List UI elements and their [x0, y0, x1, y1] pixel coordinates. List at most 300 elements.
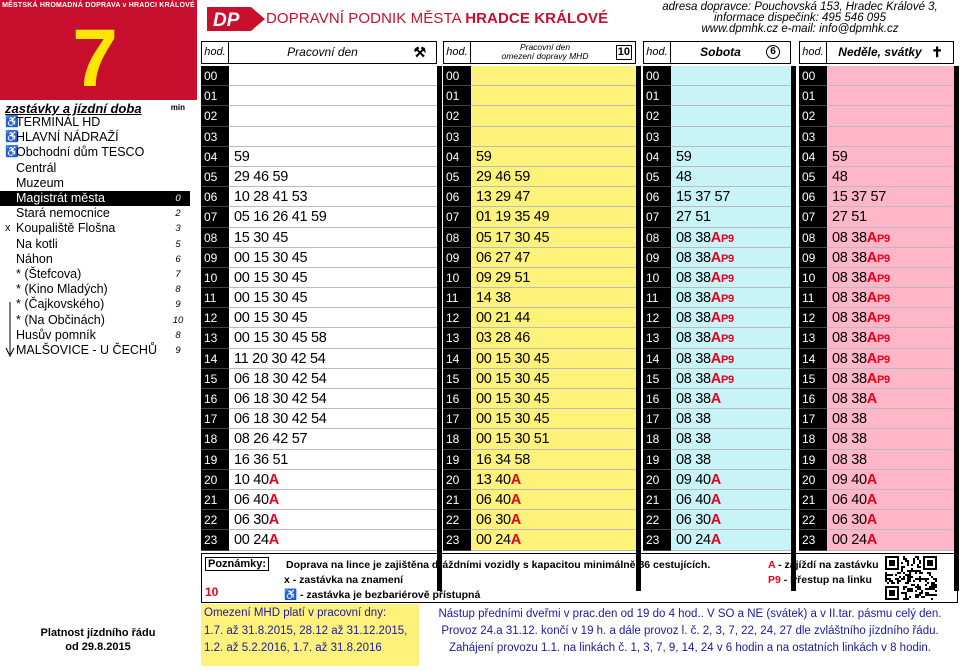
day-title: Pracovní den — [287, 45, 358, 59]
p9-flag: P9 — [876, 272, 890, 285]
hour-cell: 16 — [443, 389, 471, 409]
departure-minutes: 27 51 — [676, 209, 711, 226]
a-flag: A — [866, 330, 877, 347]
departure-cell — [827, 207, 954, 227]
departure-minutes: 06 18 30 42 54 — [234, 391, 327, 407]
p9-flag: P9 — [720, 353, 734, 366]
p9-mark: P9 — [768, 574, 781, 586]
a-flag: A — [268, 491, 279, 508]
departure-cell — [827, 409, 954, 429]
departure-minutes: 00 15 30 45 — [234, 310, 308, 327]
p9-flag: P9 — [720, 272, 734, 285]
departure-minutes: 08 38 — [832, 310, 867, 327]
a-flag: A — [268, 512, 279, 529]
p9-flag: P9 — [720, 232, 734, 245]
departure-cell — [229, 308, 437, 328]
p9-flag: P9 — [720, 373, 734, 386]
departure-cell — [671, 288, 791, 308]
minutes-column — [671, 66, 791, 551]
a-flag: A — [710, 370, 721, 387]
stop-minutes: 2 — [175, 208, 181, 220]
a-flag: A — [866, 370, 877, 387]
departure-cell — [229, 147, 437, 167]
line-badge — [0, 12, 197, 104]
hour-cell: 00 — [201, 66, 229, 86]
contact-dispatch: informace dispečink: 495 546 095 — [714, 12, 886, 24]
hour-cell: 21 — [799, 490, 827, 510]
hour-cell: 22 — [443, 510, 471, 530]
departure-minutes: 08 38 — [832, 431, 867, 448]
hour-cell: 08 — [443, 228, 471, 248]
departure-minutes: 48 — [832, 168, 848, 185]
departure-cell — [471, 86, 636, 106]
a-flag: A — [510, 491, 521, 508]
day-header — [201, 41, 437, 64]
note-p9 — [768, 574, 878, 586]
hour-cell: 12 — [201, 308, 229, 328]
hour-cell: 05 — [201, 167, 229, 187]
validity-line-1: Platnost jízdního řádu — [40, 627, 156, 639]
departure-cell — [229, 530, 437, 550]
column-separator — [791, 66, 796, 591]
departure-cell — [671, 207, 791, 227]
stop-name: MALŠOVICE - U ČECHŮ — [16, 343, 157, 357]
departure-minutes: 08 38 — [676, 411, 711, 428]
hour-cell: 14 — [201, 349, 229, 369]
hour-header: hod. — [443, 41, 471, 64]
hour-cell: 19 — [201, 450, 229, 470]
hour-cell: 02 — [443, 106, 471, 126]
hour-cell: 01 — [643, 86, 671, 106]
dp-logo-text: DP — [213, 10, 240, 31]
stops-title: zastávky a jízdní doba — [5, 101, 142, 116]
departure-cell — [827, 106, 954, 126]
departure-minutes: 09 29 51 — [476, 269, 531, 286]
hour-cell: 19 — [643, 450, 671, 470]
a-flag: A — [268, 532, 279, 549]
departure-cell — [671, 147, 791, 167]
hour-cell: 08 — [643, 228, 671, 248]
departure-minutes: 14 38 — [476, 290, 511, 307]
departure-minutes: 01 19 35 49 — [476, 209, 550, 226]
stop-row — [0, 145, 190, 160]
hour-cell: 09 — [799, 248, 827, 268]
stop-row — [0, 252, 190, 267]
hour-cell: 10 — [799, 268, 827, 288]
departure-cell — [827, 510, 954, 530]
line-number: 7 — [72, 13, 118, 104]
minutes-column — [229, 66, 437, 551]
day-header — [799, 41, 954, 64]
departure-minutes: 00 15 30 45 — [234, 269, 308, 286]
p9-flag: P9 — [876, 313, 890, 326]
departure-minutes: 08 38 — [832, 350, 867, 367]
stop-row — [0, 297, 190, 312]
p9-flag: P9 — [876, 353, 890, 366]
departure-cell — [671, 106, 791, 126]
departure-cell — [229, 66, 437, 86]
departure-minutes: 16 36 51 — [234, 451, 289, 468]
departure-cell — [827, 490, 954, 510]
hour-cell: 11 — [799, 288, 827, 308]
stop-name: Centrál — [16, 160, 57, 175]
departure-cell — [671, 308, 791, 328]
departure-cell — [671, 409, 791, 429]
route-arrow-icon — [5, 302, 15, 358]
hour-header: hod. — [201, 41, 229, 64]
departure-cell — [827, 167, 954, 187]
contact-web: www.dpmhk.cz e-mail: info@dpmhk.cz — [701, 23, 899, 35]
note-request-stop — [284, 574, 403, 586]
hour-cell: 07 — [799, 207, 827, 227]
day-title-cell — [229, 41, 437, 64]
departure-minutes: 59 — [676, 148, 692, 165]
departure-minutes: 06 30 — [676, 512, 711, 529]
departure-minutes: 00 15 30 45 — [476, 370, 550, 387]
departure-cell — [229, 207, 437, 227]
system-header-text: MĚSTSKÁ HROMADNÁ DOPRAVA v HRADCI KRÁLOVÉ — [2, 2, 195, 9]
departure-minutes: 00 15 30 45 — [234, 249, 308, 266]
hour-cell: 17 — [643, 409, 671, 429]
departure-minutes: 08 38 — [676, 310, 711, 327]
hour-cell: 18 — [201, 429, 229, 449]
hour-cell: 05 — [643, 167, 671, 187]
departure-cell — [471, 268, 636, 288]
departure-minutes: 00 15 30 45 58 — [234, 330, 327, 347]
hour-cell: 11 — [443, 288, 471, 308]
hour-cell: 03 — [443, 127, 471, 147]
departure-cell — [229, 490, 437, 510]
departure-cell — [229, 167, 437, 187]
hour-cell: 12 — [443, 308, 471, 328]
departure-cell — [471, 228, 636, 248]
p9-flag: P9 — [720, 293, 734, 306]
wheelchair-icon: ♿ — [284, 589, 298, 601]
departure-cell — [229, 450, 437, 470]
a-flag: A — [866, 269, 877, 286]
contact-address: adresa dopravce: Pouchovská 153, Hradec Králové 3, — [662, 1, 938, 13]
stop-row — [0, 237, 190, 252]
p9-text: - Přestup na linku — [780, 574, 872, 586]
hour-cell: 17 — [443, 409, 471, 429]
stop-row — [0, 328, 190, 343]
stop-name: Obchodní dům TESCO — [16, 145, 145, 160]
a-flag: A — [866, 532, 877, 549]
departure-minutes: 08 38 — [676, 229, 711, 246]
saturday-icon: 6 — [766, 45, 780, 59]
departure-minutes: 15 30 45 — [234, 229, 289, 246]
stop-minutes: 0 — [175, 193, 181, 204]
p9-flag: P9 — [720, 333, 734, 346]
departure-cell — [671, 328, 791, 348]
departure-minutes: 06 30 — [234, 512, 269, 529]
departure-cell — [471, 207, 636, 227]
departure-minutes: 08 38 — [832, 249, 867, 266]
departure-minutes: 10 28 41 53 — [234, 189, 308, 206]
hour-cell: 16 — [799, 389, 827, 409]
departure-minutes: 00 24 — [234, 532, 269, 549]
hour-cell: 03 — [799, 127, 827, 147]
note-vehicle-capacity: Doprava na lince je zajištěna dráždními vozidly s kapacitou minimálně 86 cestujících. — [286, 559, 711, 571]
departure-cell — [671, 450, 791, 470]
departure-cell — [229, 510, 437, 530]
info-new-year-start: Zahájení provozu 1.1. na linkách č. 1, 3, 7, 9, 14, 24 v 6 hodin a na ostatních linkách v 8 hodin. — [448, 642, 932, 654]
departure-cell — [827, 389, 954, 409]
departure-cell — [471, 530, 636, 550]
hour-cell: 20 — [201, 470, 229, 490]
departure-minutes: 00 24 — [676, 532, 711, 549]
departure-cell — [827, 369, 954, 389]
departure-cell — [827, 66, 954, 86]
hour-cell: 23 — [643, 530, 671, 550]
hour-cell: 17 — [201, 409, 229, 429]
a-flag: A — [710, 512, 721, 529]
p9-flag: P9 — [876, 293, 890, 306]
dp-logo-icon — [207, 7, 265, 31]
a-mark: A — [768, 559, 776, 571]
stop-row — [0, 161, 190, 176]
day-title-line-2: omezení dopravy MHD — [501, 51, 589, 61]
departure-cell — [471, 147, 636, 167]
hour-cell: 01 — [799, 86, 827, 106]
departure-minutes: 06 40 — [832, 491, 867, 508]
departure-cell — [671, 470, 791, 490]
hour-cell: 07 — [201, 207, 229, 227]
hour-cell: 22 — [643, 510, 671, 530]
contact-info — [640, 2, 960, 35]
column-separator — [437, 66, 442, 591]
departure-minutes: 13 40 — [476, 471, 511, 488]
departure-minutes: 06 30 — [832, 512, 867, 529]
info-new-year-eve: Provoz 24.a 31.12. končí v 19 h. a dále provoz l. č. 2, 3, 7, 22, 24, 27 dle zvláštního jízdního řádu. — [441, 625, 939, 637]
hour-cell: 10 — [201, 268, 229, 288]
stop-row — [0, 282, 190, 297]
hour-cell: 13 — [201, 328, 229, 348]
hour-cell: 02 — [799, 106, 827, 126]
company-name-suffix: HRADCE KRÁLOVÉ — [465, 10, 609, 27]
departure-cell — [229, 409, 437, 429]
stop-mark: x — [5, 222, 11, 235]
departure-minutes: 06 18 30 42 54 — [234, 370, 327, 387]
departure-cell — [471, 167, 636, 187]
hour-cell: 18 — [643, 429, 671, 449]
stop-row — [0, 176, 190, 191]
departure-minutes: 08 38 — [832, 269, 867, 286]
stop-row — [0, 115, 190, 130]
a-flag: A — [710, 350, 721, 367]
stop-name: Koupaliště Flošna — [16, 221, 116, 236]
departure-minutes: 08 26 42 57 — [234, 431, 308, 448]
departure-cell — [471, 510, 636, 530]
departure-minutes: 59 — [476, 148, 492, 165]
hour-header: hod. — [799, 41, 827, 64]
departure-cell — [471, 389, 636, 409]
stop-name: Náhon — [16, 251, 53, 266]
departure-cell — [671, 369, 791, 389]
hour-cell: 21 — [443, 490, 471, 510]
p9-flag: P9 — [876, 232, 890, 245]
hour-cell: 20 — [643, 470, 671, 490]
departure-cell — [671, 530, 791, 550]
hour-cell: 15 — [443, 369, 471, 389]
a-flag: A — [710, 330, 721, 347]
departure-minutes: 08 38 — [832, 451, 867, 468]
hour-cell: 06 — [201, 187, 229, 207]
departure-cell — [229, 86, 437, 106]
departure-minutes: 08 38 — [676, 330, 711, 347]
departure-cell — [827, 530, 954, 550]
hour-cell: 18 — [799, 429, 827, 449]
hour-cell: 18 — [443, 429, 471, 449]
column-separator — [636, 66, 641, 591]
hour-cell: 13 — [443, 328, 471, 348]
departure-minutes: 08 38 — [676, 249, 711, 266]
departure-minutes: 08 38 — [676, 431, 711, 448]
hour-cell: 23 — [201, 530, 229, 550]
departure-minutes: 06 40 — [234, 491, 269, 508]
departure-minutes: 00 15 30 45 — [234, 290, 308, 307]
hour-cell: 09 — [443, 248, 471, 268]
departure-minutes: 09 40 — [676, 471, 711, 488]
departure-minutes: 06 40 — [476, 491, 511, 508]
hour-cell: 01 — [201, 86, 229, 106]
hour-column — [201, 66, 229, 551]
hour-cell: 21 — [201, 490, 229, 510]
stop-minutes: 8 — [175, 329, 181, 341]
day-title: Neděle, svátky — [838, 45, 922, 59]
stop-minutes: 8 — [175, 284, 181, 296]
hour-cell: 09 — [643, 248, 671, 268]
p9-flag: P9 — [720, 252, 734, 265]
hour-cell: 22 — [201, 510, 229, 530]
hour-cell: 11 — [201, 288, 229, 308]
restricted-service-icon: 10 — [617, 46, 630, 58]
a-flag: A — [866, 471, 877, 488]
hour-cell: 03 — [643, 127, 671, 147]
hour-cell: 00 — [799, 66, 827, 86]
day-title-line-1: Pracovní den — [519, 42, 571, 52]
departure-cell — [229, 429, 437, 449]
stop-name: Stará nemocnice — [16, 206, 110, 221]
stop-name: Magistrát města — [16, 191, 105, 205]
departure-cell — [471, 308, 636, 328]
departure-minutes: 08 38 — [832, 290, 867, 307]
departure-minutes: 29 46 59 — [234, 168, 289, 185]
hour-cell: 20 — [799, 470, 827, 490]
stop-name: * (Kino Mladých) — [16, 282, 108, 297]
a-flag: A — [866, 290, 877, 307]
departure-cell — [471, 328, 636, 348]
departure-cell — [827, 187, 954, 207]
departure-minutes: 08 38 — [676, 290, 711, 307]
a-flag: A — [710, 532, 721, 549]
departure-minutes: 08 38 — [832, 229, 867, 246]
departure-cell — [827, 268, 954, 288]
departure-minutes: 00 24 — [476, 532, 511, 549]
stop-minutes: 9 — [175, 345, 181, 356]
day-header — [643, 41, 791, 64]
departure-minutes: 11 20 30 42 54 — [234, 350, 326, 367]
departure-minutes: 48 — [676, 168, 692, 185]
departure-cell — [671, 429, 791, 449]
hour-cell: 16 — [643, 389, 671, 409]
qr-code-icon — [885, 556, 937, 600]
hour-column — [799, 66, 827, 551]
a-flag: A — [710, 391, 721, 407]
departure-minutes: 15 37 57 — [676, 189, 731, 206]
day-header — [443, 41, 636, 64]
a-flag: A — [510, 532, 521, 549]
stop-row — [0, 130, 190, 145]
hour-cell: 05 — [799, 167, 827, 187]
stop-name: Muzeum — [16, 175, 64, 190]
departure-minutes: 27 51 — [832, 209, 867, 226]
hour-cell: 04 — [443, 147, 471, 167]
cross-icon: ✝ — [931, 44, 943, 60]
departure-minutes: 06 27 47 — [476, 249, 531, 266]
note-a — [768, 559, 878, 571]
departure-minutes: 00 21 44 — [476, 310, 531, 327]
departure-cell — [827, 127, 954, 147]
stop-mark: ♿ — [5, 146, 19, 159]
departure-cell — [471, 450, 636, 470]
system-header-strip — [0, 0, 197, 12]
departure-minutes: 05 17 30 45 — [476, 229, 550, 246]
stop-row — [0, 343, 190, 358]
stops-header — [5, 100, 185, 116]
departure-minutes: 00 15 30 45 — [476, 391, 550, 407]
hour-cell: 15 — [201, 369, 229, 389]
departure-minutes: 59 — [234, 148, 250, 165]
stop-minutes: 6 — [175, 253, 181, 265]
departure-minutes: 05 16 26 41 59 — [234, 209, 327, 226]
hour-cell: 23 — [443, 530, 471, 550]
restricted-service-icon: 10 — [205, 585, 219, 599]
departure-minutes: 08 38 — [832, 330, 867, 347]
departure-minutes: 06 18 30 42 54 — [234, 411, 327, 428]
departure-cell — [671, 127, 791, 147]
a-flag: A — [710, 249, 721, 266]
departure-cell — [827, 288, 954, 308]
departure-cell — [471, 127, 636, 147]
a-flag: A — [710, 229, 721, 246]
hour-cell: 14 — [443, 349, 471, 369]
departure-cell — [671, 389, 791, 409]
departure-cell — [827, 147, 954, 167]
hour-cell: 14 — [643, 349, 671, 369]
stop-row — [0, 313, 190, 328]
departure-cell — [671, 66, 791, 86]
departure-cell — [229, 127, 437, 147]
stop-row — [0, 267, 190, 282]
hour-cell: 04 — [643, 147, 671, 167]
hour-cell: 09 — [201, 248, 229, 268]
hour-cell: 15 — [799, 369, 827, 389]
hour-cell: 07 — [643, 207, 671, 227]
restriction-line-1: 1.7. až 31.8.2015, 28.12 až 31.12.2015, — [204, 625, 408, 637]
departure-cell — [229, 187, 437, 207]
departure-minutes: 03 28 46 — [476, 330, 531, 347]
departure-minutes: 10 40 — [234, 471, 269, 488]
p9-flag: P9 — [876, 252, 890, 265]
hour-cell: 07 — [443, 207, 471, 227]
a-flag: A — [710, 290, 721, 307]
hour-cell: 13 — [799, 328, 827, 348]
departure-minutes: 08 38 — [676, 370, 711, 387]
departure-cell — [827, 308, 954, 328]
stop-minutes: 10 — [172, 314, 184, 326]
departure-minutes: 15 37 57 — [832, 189, 887, 206]
